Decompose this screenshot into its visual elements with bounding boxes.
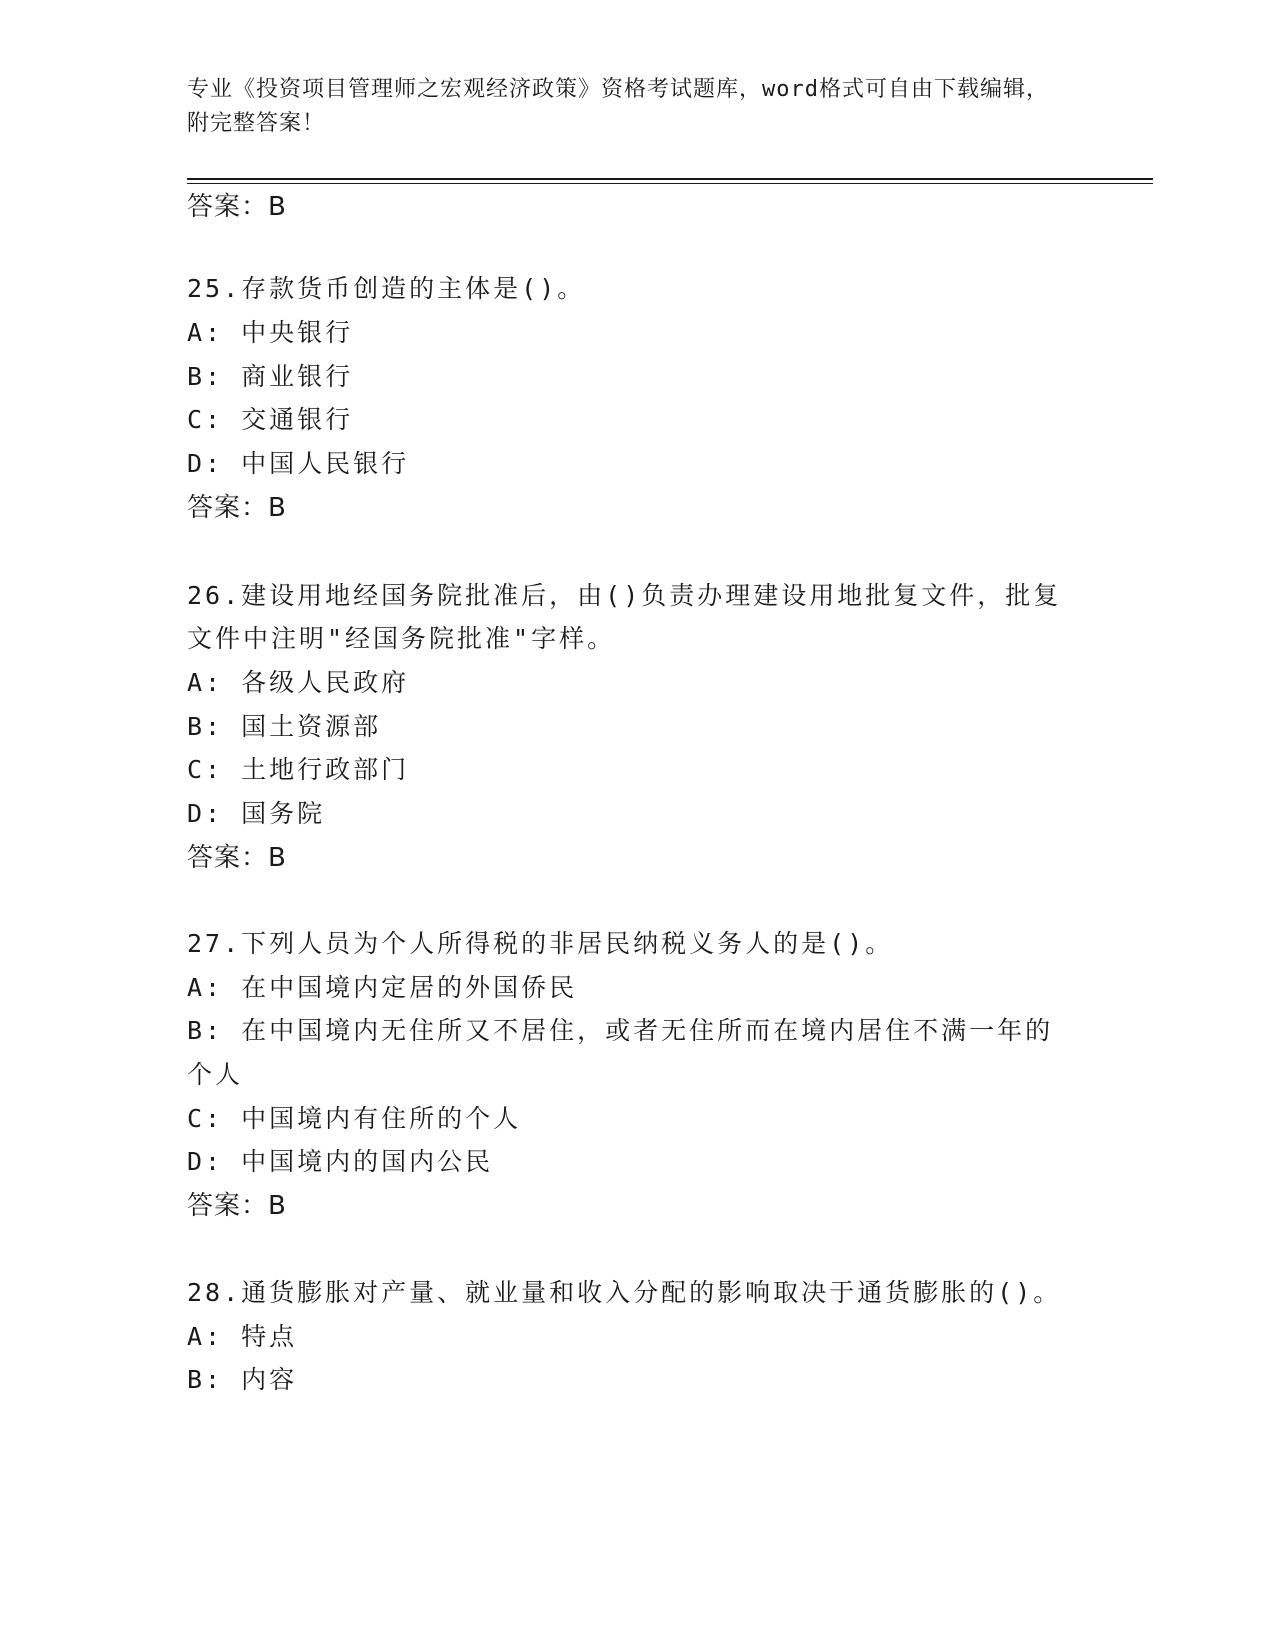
question-stem-continued: 文件中注明"经国务院批准"字样。 [187, 624, 616, 653]
option-b: B: 在中国境内无住所又不居住，或者无住所而在境内居住不满一年的 [187, 1016, 1054, 1045]
option-d: D: 国务院 [187, 799, 326, 828]
answer: 答案：B [187, 843, 287, 873]
answer: 答案：B [187, 1191, 287, 1221]
option-b-continued: 个人 [187, 1060, 244, 1089]
question-stem: 28.通货膨胀对产量、就业量和收入分配的影响取决于通货膨胀的()。 [187, 1278, 1062, 1307]
option-b: B: 内容 [187, 1365, 298, 1394]
option-c: C: 中国境内有住所的个人 [187, 1104, 522, 1133]
option-c: C: 土地行政部门 [187, 755, 410, 784]
question-stem: 27.下列人员为个人所得税的非居民纳税义务人的是()。 [187, 929, 894, 958]
option-a: A: 中央银行 [187, 318, 354, 347]
option-a: A: 特点 [187, 1322, 298, 1351]
option-b: B: 国土资源部 [187, 712, 382, 741]
option-a: A: 各级人民政府 [187, 668, 410, 697]
previous-answer: 答案：B [187, 192, 287, 222]
option-c: C: 交通银行 [187, 405, 354, 434]
option-b: B: 商业银行 [187, 362, 354, 391]
option-d: D: 中国境内的国内公民 [187, 1147, 494, 1176]
header-rule-thick [187, 178, 1153, 180]
question-stem: 25.存款货币创造的主体是()。 [187, 274, 586, 303]
answer: 答案：B [187, 493, 287, 523]
header-rule-thin [187, 183, 1153, 184]
document-header: 专业《投资项目管理师之宏观经济政策》资格考试题库，word格式可自由下载编辑，附完整答案！ [187, 77, 1049, 136]
option-a: A: 在中国境内定居的外国侨民 [187, 973, 578, 1002]
question-stem: 26.建设用地经国务院批准后，由()负责办理建设用地批复文件，批复 [187, 581, 1062, 610]
option-d: D: 中国人民银行 [187, 449, 410, 478]
